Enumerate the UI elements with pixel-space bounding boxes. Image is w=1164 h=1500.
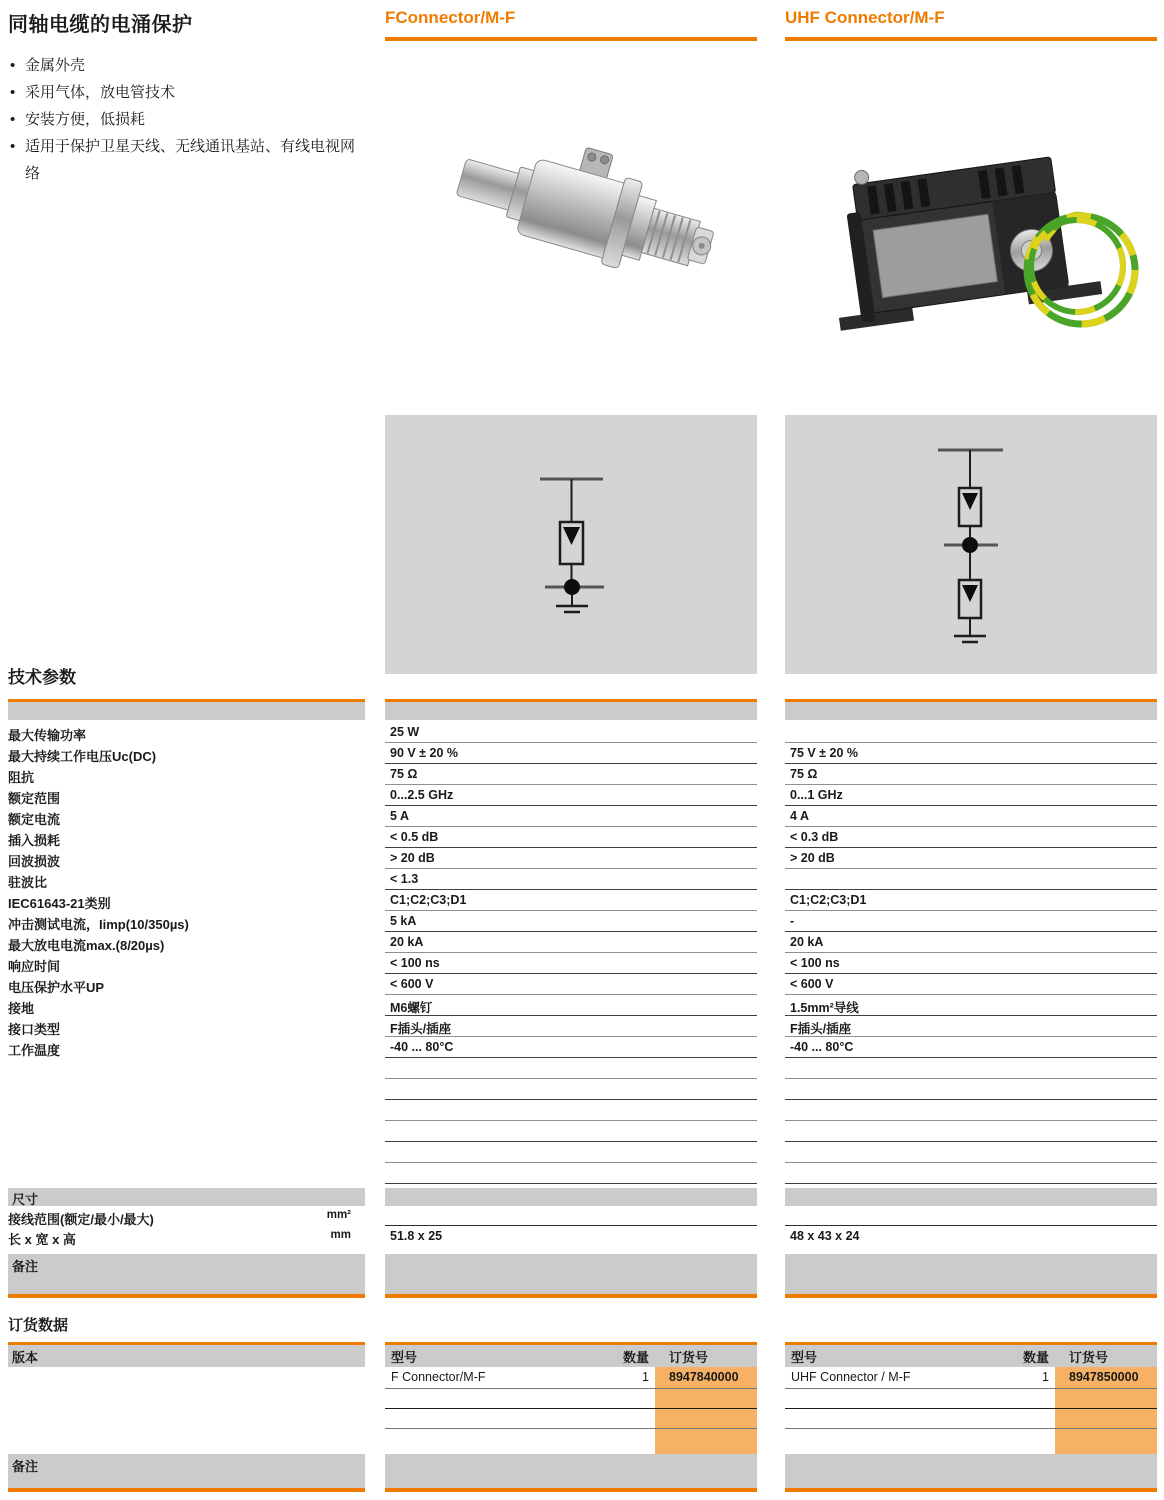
tech-param-label: 插入损耗 <box>8 833 61 848</box>
ordering-section-title: 订货数据 <box>8 1317 69 1334</box>
tech-value-uhf-connector: 75 V ± 20 % <box>785 743 1157 764</box>
tech-row <box>8 1163 1157 1184</box>
tech-value-uhf-connector <box>785 1100 1157 1121</box>
page-title: 同轴电缆的电涌保护 <box>8 14 193 36</box>
note-band-bottom-c1 <box>385 1454 757 1492</box>
dimensions-band-c2 <box>785 1188 1157 1206</box>
tech-row <box>8 848 1157 869</box>
tech-value-uhf-connector: 4 A <box>785 806 1157 827</box>
tech-row <box>8 911 1157 932</box>
order-row-empty <box>785 1389 1157 1409</box>
tech-param-label: 接口类型 <box>8 1022 61 1037</box>
lwh-unit: mm <box>330 1229 351 1241</box>
tech-value-f-connector <box>385 1142 757 1163</box>
tech-row <box>8 1037 1157 1058</box>
double-arrester-diagram-icon <box>785 415 1157 674</box>
tech-value-f-connector: < 0.5 dB <box>385 827 757 848</box>
note-band-c1 <box>385 1254 757 1298</box>
tech-param-label: 驻波比 <box>8 875 48 890</box>
order-no-column-header: 订货号 <box>1069 1350 1109 1365</box>
tech-band-left <box>8 702 365 720</box>
tech-value-f-connector: 25 W <box>385 722 757 743</box>
tech-value-f-connector <box>385 1079 757 1100</box>
tech-param-label: 额定范围 <box>8 791 61 806</box>
tech-value-f-connector <box>385 1100 757 1121</box>
tech-value-uhf-connector <box>785 722 1157 743</box>
order-no-column-header: 订货号 <box>669 1350 709 1365</box>
tech-value-f-connector: 90 V ± 20 % <box>385 743 757 764</box>
tech-param-label: 冲击测试电流，Iimp(10/350µs) <box>8 917 189 932</box>
order-no-value: 8947850000 <box>1069 1370 1139 1384</box>
tech-value-f-connector: > 20 dB <box>385 848 757 869</box>
tech-param-label: 响应时间 <box>8 959 61 974</box>
tech-param-label <box>8 1142 365 1163</box>
order-row <box>385 1367 757 1389</box>
feature-item: • 适用于保护卫星天线、无线通讯基站、有线电视网络 <box>8 133 358 187</box>
tech-value-f-connector <box>385 1058 757 1079</box>
tech-band-c2 <box>785 702 1157 720</box>
tech-value-uhf-connector: < 100 ns <box>785 953 1157 974</box>
circuit-panel-uhf <box>785 415 1157 674</box>
tech-value-uhf-connector: 20 kA <box>785 932 1157 953</box>
tech-param-label: 最大持续工作电压Uc(DC) <box>8 749 157 764</box>
tech-row <box>8 953 1157 974</box>
tech-param-label <box>8 1163 365 1184</box>
uhf-connector-photo <box>793 112 1155 370</box>
order-row <box>785 1367 1157 1389</box>
clamping-range-label: 接线范围(额定/最小/最大) <box>8 1212 154 1227</box>
tech-param-label: 电压保护水平UP <box>8 980 105 995</box>
tech-param-label <box>8 1100 365 1121</box>
tech-value-uhf-connector <box>785 1058 1157 1079</box>
feature-list <box>8 52 358 187</box>
order-row-empty <box>385 1389 757 1409</box>
tech-section-title: 技术参数 <box>8 668 76 687</box>
tech-row <box>8 1058 1157 1079</box>
tech-value-uhf-connector: < 600 V <box>785 974 1157 995</box>
model-value: UHF Connector / M-F <box>791 1370 911 1384</box>
lwh-row <box>8 1226 1157 1246</box>
feature-item: • 采用气体，放电管技术 <box>8 79 358 106</box>
order-no-value: 8947840000 <box>669 1370 739 1384</box>
tech-value-uhf-connector <box>785 1121 1157 1142</box>
tech-row <box>8 1100 1157 1121</box>
title-rule-uhf <box>785 37 1157 41</box>
lwh-value-uhf: 48 x 43 x 24 <box>790 1229 860 1243</box>
tech-row <box>8 785 1157 806</box>
feature-item: • 安装方便，低损耗 <box>8 106 358 133</box>
tech-value-uhf-connector: 1.5mm²导线 <box>785 995 1157 1016</box>
tech-param-label: 阻抗 <box>8 770 35 785</box>
tech-row <box>8 827 1157 848</box>
tech-param-label: 最大放电电流max.(8/20µs) <box>8 938 165 953</box>
tech-param-label: 接地 <box>8 1001 35 1016</box>
order-row-empty <box>785 1409 1157 1429</box>
product-title-uhf-connector: UHF Connector/M-F <box>785 8 945 27</box>
tech-row <box>8 890 1157 911</box>
order-row-empty <box>385 1409 757 1429</box>
note-band-mid <box>8 1254 1157 1298</box>
order-table-uhf <box>785 1342 1157 1454</box>
tech-param-label: 回波损波 <box>8 854 61 869</box>
qty-value: 1 <box>642 1370 649 1384</box>
title-rule-f <box>385 37 757 41</box>
tech-param-label: 工作温度 <box>8 1043 61 1058</box>
tech-param-label: IEC61643-21类别 <box>8 896 111 911</box>
tech-value-f-connector: 0...2.5 GHz <box>385 785 757 806</box>
tech-row <box>8 743 1157 764</box>
tech-row <box>8 806 1157 827</box>
order-rows <box>785 1367 1157 1454</box>
qty-column-header: 数量 <box>622 1350 649 1365</box>
tech-param-label: 额定电流 <box>8 812 61 827</box>
order-table-f <box>385 1342 757 1454</box>
lwh-label: 长 x 宽 x 高 <box>8 1232 76 1247</box>
tech-value-f-connector: M6螺钉 <box>385 995 757 1016</box>
model-value: F Connector/M-F <box>391 1370 486 1384</box>
tech-value-uhf-connector: -40 ... 80°C <box>785 1037 1157 1058</box>
tech-row <box>8 1121 1157 1142</box>
tech-value-f-connector: < 600 V <box>385 974 757 995</box>
feature-item: • 金属外壳 <box>8 52 358 79</box>
note-band-label: 备注 <box>8 1254 365 1298</box>
tech-param-label <box>8 1079 365 1100</box>
tech-param-label <box>8 1058 365 1079</box>
version-band: 版本 <box>8 1342 365 1367</box>
clamping-range-value-f <box>385 1206 757 1226</box>
tech-row <box>8 995 1157 1016</box>
tech-row <box>8 764 1157 785</box>
clamping-range-row <box>8 1206 1157 1226</box>
tech-value-f-connector: 20 kA <box>385 932 757 953</box>
order-table-header <box>385 1342 757 1367</box>
tech-value-uhf-connector: C1;C2;C3;D1 <box>785 890 1157 911</box>
note-band-bottom-label: 备注 <box>8 1454 365 1492</box>
tech-value-uhf-connector <box>785 1142 1157 1163</box>
dimensions-band <box>8 1188 1157 1206</box>
tech-row <box>8 1079 1157 1100</box>
tech-value-f-connector: -40 ... 80°C <box>385 1037 757 1058</box>
order-rows <box>385 1367 757 1454</box>
tech-value-uhf-connector: 75 Ω <box>785 764 1157 785</box>
qty-column-header: 数量 <box>1022 1350 1049 1365</box>
tech-param-label: 最大传输功率 <box>8 728 87 743</box>
tech-value-f-connector: < 1.3 <box>385 869 757 890</box>
tech-value-f-connector: F插头/插座 <box>385 1016 757 1037</box>
tech-value-f-connector: 5 kA <box>385 911 757 932</box>
single-arrester-diagram-icon <box>385 415 757 674</box>
tech-row <box>8 722 1157 743</box>
note-band-bottom-c2 <box>785 1454 1157 1492</box>
tech-value-uhf-connector: 0...1 GHz <box>785 785 1157 806</box>
tech-row <box>8 1142 1157 1163</box>
tech-value-f-connector: C1;C2;C3;D1 <box>385 890 757 911</box>
tech-value-uhf-connector: < 0.3 dB <box>785 827 1157 848</box>
model-column-header: 型号 <box>391 1350 418 1365</box>
product-title-f-connector: FConnector/M-F <box>385 8 516 27</box>
tech-value-uhf-connector: F插头/插座 <box>785 1016 1157 1037</box>
order-row-empty <box>385 1429 757 1454</box>
tech-value-uhf-connector <box>785 1163 1157 1184</box>
dimensions-section <box>8 1188 1157 1246</box>
clamping-range-unit: mm² <box>326 1209 351 1221</box>
tech-table <box>8 722 1157 1184</box>
tech-row <box>8 1016 1157 1037</box>
dimensions-band-c1 <box>385 1188 757 1206</box>
tech-band-c1 <box>385 702 757 720</box>
order-row-empty <box>785 1429 1157 1454</box>
tech-row <box>8 869 1157 890</box>
tech-value-f-connector: 5 A <box>385 806 757 827</box>
tech-value-uhf-connector <box>785 869 1157 890</box>
note-band-c2 <box>785 1254 1157 1298</box>
model-column-header: 型号 <box>791 1350 818 1365</box>
tech-value-f-connector <box>385 1121 757 1142</box>
qty-value: 1 <box>1042 1370 1049 1384</box>
dimensions-band-label: 尺寸 <box>8 1188 365 1206</box>
tech-row <box>8 932 1157 953</box>
circuit-panel-f <box>385 415 757 674</box>
tech-value-uhf-connector: > 20 dB <box>785 848 1157 869</box>
order-table-header <box>785 1342 1157 1367</box>
f-connector-photo <box>445 103 735 343</box>
tech-value-uhf-connector: - <box>785 911 1157 932</box>
lwh-value-f: 51.8 x 25 <box>390 1229 443 1243</box>
tech-row <box>8 974 1157 995</box>
tech-value-f-connector: < 100 ns <box>385 953 757 974</box>
tech-value-f-connector: 75 Ω <box>385 764 757 785</box>
tech-value-uhf-connector <box>785 1079 1157 1100</box>
tech-value-f-connector <box>385 1163 757 1184</box>
clamping-range-value-uhf <box>785 1206 1157 1226</box>
tech-param-label <box>8 1121 365 1142</box>
